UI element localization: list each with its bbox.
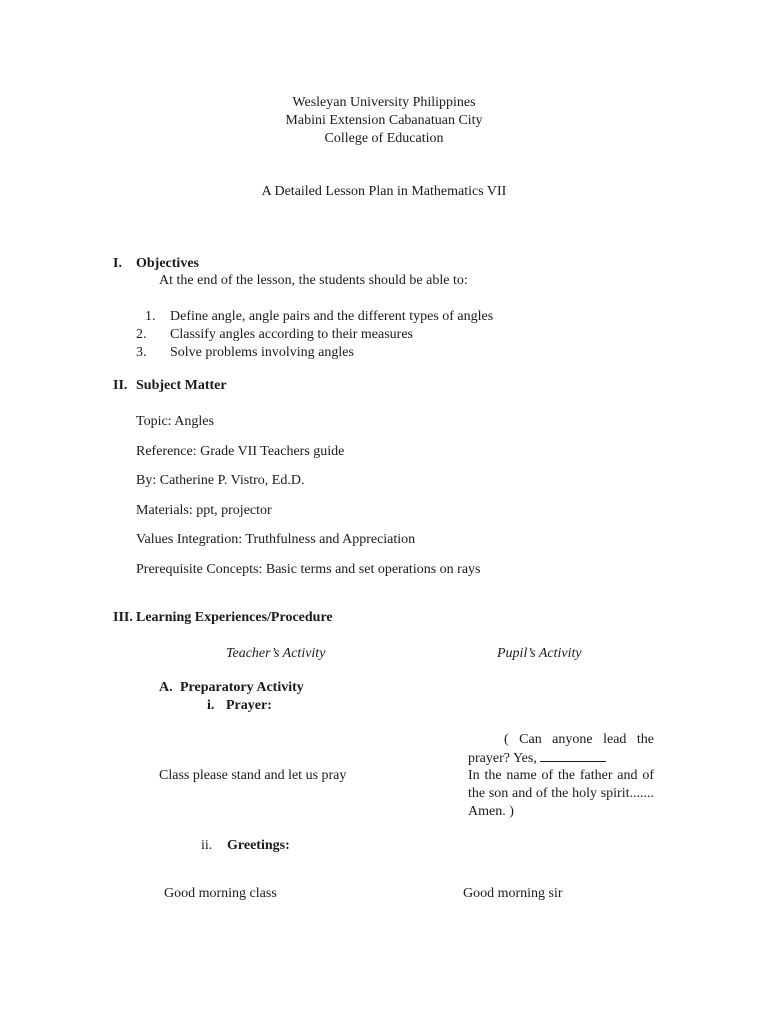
lesson-plan-title: A Detailed Lesson Plan in Mathematics VII: [261, 184, 507, 199]
pupil-greeting-text: Good morning sir: [463, 886, 563, 901]
university-address: Mabini Extension Cabanatuan City: [285, 113, 483, 128]
prayer-label: i.: [207, 698, 215, 713]
objective-item: Solve problems involving angles: [170, 345, 354, 360]
greetings-label: ii.: [201, 838, 213, 853]
subject-matter-numeral: II.: [113, 378, 128, 393]
pupil-prayer-text: In the name of the father and of the son and of the holy spirit....... Amen. ): [468, 768, 654, 819]
subject-topic: Topic: Angles: [136, 414, 214, 429]
pupil-activity-header: Pupil’s Activity: [497, 646, 582, 661]
subject-reference: Reference: Grade VII Teachers guide: [136, 444, 345, 459]
teacher-prayer-text: Class please stand and let us pray: [159, 768, 347, 783]
subject-prerequisites: Prerequisite Concepts: Basic terms and set operations on rays: [136, 562, 481, 577]
pupil-prayer-response: [468, 731, 654, 768]
section-a-label: A.: [159, 680, 173, 695]
objectives-heading: Objectives: [136, 256, 199, 271]
subject-matter-heading: Subject Matter: [136, 378, 227, 393]
subject-materials: Materials: ppt, projector: [136, 503, 272, 518]
learning-numeral: III.: [113, 610, 133, 625]
blank-line: [540, 749, 606, 762]
college-name: College of Education: [324, 131, 444, 146]
pupil-prayer-prompt: ( Can anyone lead the prayer? Yes,: [468, 732, 654, 766]
prayer-heading: Prayer:: [226, 698, 272, 713]
objectives-numeral: I.: [113, 256, 122, 271]
subject-values: Values Integration: Truthfulness and Appreciation: [136, 532, 416, 547]
objective-number: 1.: [145, 309, 156, 324]
objective-item: Classify angles according to their measures: [170, 327, 413, 342]
objective-number: 3.: [136, 345, 147, 360]
objective-item: Define angle, angle pairs and the different types of angles: [170, 309, 494, 324]
university-name: Wesleyan University Philippines: [292, 95, 476, 110]
learning-heading: Learning Experiences/Procedure: [136, 610, 333, 625]
objectives-intro: At the end of the lesson, the students should be able to:: [159, 273, 468, 288]
teacher-activity-header: Teacher’s Activity: [226, 646, 326, 661]
objective-number: 2.: [136, 327, 147, 342]
subject-author: By: Catherine P. Vistro, Ed.D.: [136, 473, 305, 488]
teacher-greeting-text: Good morning class: [164, 886, 277, 901]
greetings-heading: Greetings:: [227, 838, 290, 853]
section-a-heading: Preparatory Activity: [180, 680, 304, 695]
